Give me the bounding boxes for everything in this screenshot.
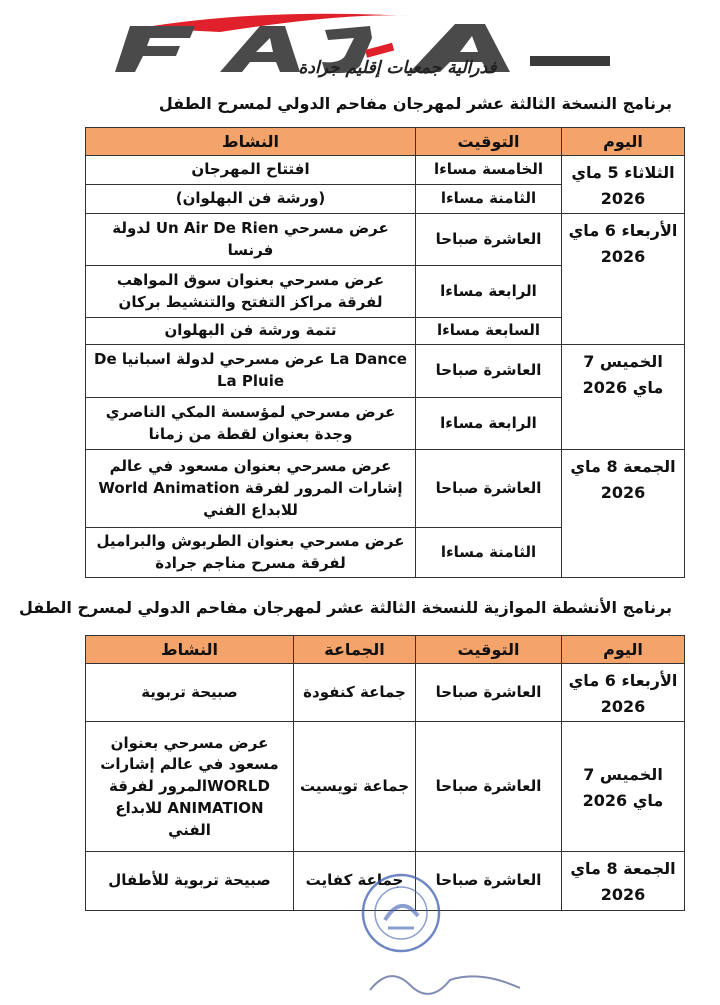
time-cell: العاشرة صباحا (416, 722, 562, 852)
group-cell: جماعة كنفودة (294, 664, 416, 722)
day-cell: الخميس 7 ماي 2026 (562, 345, 685, 450)
time-cell: العاشرة صباحا (416, 450, 562, 528)
activity-cell: عرض مسرحي لمؤسسة المكي الناصري وجدة بعنوان لقطة من زمانا (86, 398, 416, 450)
time-cell: العاشرة صباحا (416, 852, 562, 910)
activity-cell: (ورشة فن البهلوان) (86, 185, 416, 214)
program-table (85, 127, 685, 578)
day-cell: الخميس 7 ماي 2026 (562, 722, 685, 852)
activity-cell: تتمة ورشة فن البهلوان (86, 318, 416, 345)
activity-cell: صبيحة تربوية للأطفال (86, 852, 294, 910)
day-cell: الأربعاء 6 ماي 2026 (562, 664, 685, 722)
time-cell: السابعة مساءا (416, 318, 562, 345)
time-cell: العاشرة صباحا (416, 664, 562, 722)
time-cell: العاشرة صباحا (416, 345, 562, 398)
day-cell: الجمعة 8 ماي 2026 (562, 450, 685, 578)
day-cell: الثلاثاء 5 ماي 2026 (562, 156, 685, 214)
parallel-title: برنامج الأنشطة الموازية للنسخة الثالثة عشر لمهرجان مفاحم الدولي لمسرح الطفل (19, 598, 672, 617)
activity-cell: عرض مسرحي بعنوان مسعود في عالم إشارات WORLDالمرور لفرقة ANIMATION للابداع الفني (86, 722, 294, 852)
activity-cell: صبيحة تربوية (86, 664, 294, 722)
col-header-activity: النشاط (86, 128, 416, 156)
logo-subtitle: فدرالية جمعيات إقليم جرادة (298, 58, 497, 78)
col-header-day: اليوم (562, 636, 685, 664)
activity-cell: افتتاح المهرجان (86, 156, 416, 185)
activity-cell: عرض مسرحي بعنوان الطربوش والبراميل لفرقة مسرح مناجم جرادة (86, 528, 416, 578)
col-header-day: اليوم (562, 128, 685, 156)
time-cell: الخامسة مساءا (416, 156, 562, 185)
parallel-table (85, 635, 685, 911)
time-cell: الثامنة مساءا (416, 185, 562, 214)
col-header-group: الجماعة (294, 636, 416, 664)
time-cell: الرابعة مساءا (416, 266, 562, 318)
day-cell: الجمعة 8 ماي 2026 (562, 852, 685, 910)
col-header-time: التوقيت (416, 636, 562, 664)
official-stamp (360, 872, 442, 954)
activity-cell: عرض مسرحي بعنوان سوق المواهب لفرقة مراكز التفتح والتنشيط بركان (86, 266, 416, 318)
program-title: برنامج النسخة الثالثة عشر لمهرجان مفاحم الدولي لمسرح الطفل (158, 94, 672, 113)
activity-cell: عرض مسرحي بعنوان مسعود في عالم إشارات المرور لفرقة World Animation للابداع الفني (86, 450, 416, 528)
activity-cell: عرض مسرحي Un Air De Rien لدولة فرنسا (86, 214, 416, 266)
time-cell: الرابعة مساءا (416, 398, 562, 450)
activity-cell: La Dance عرض مسرحي لدولة اسبانيا De La Pluie (86, 345, 416, 398)
group-cell: جماعة كفايت (294, 852, 416, 910)
col-header-activity: النشاط (86, 636, 294, 664)
day-cell: الأربعاء 6 ماي 2026 (562, 214, 685, 345)
signature (360, 960, 530, 1000)
col-header-time: التوقيت (416, 128, 562, 156)
time-cell: العاشرة صباحا (416, 214, 562, 266)
group-cell: جماعة تويسيت (294, 722, 416, 852)
time-cell: الثامنة مساءا (416, 528, 562, 578)
